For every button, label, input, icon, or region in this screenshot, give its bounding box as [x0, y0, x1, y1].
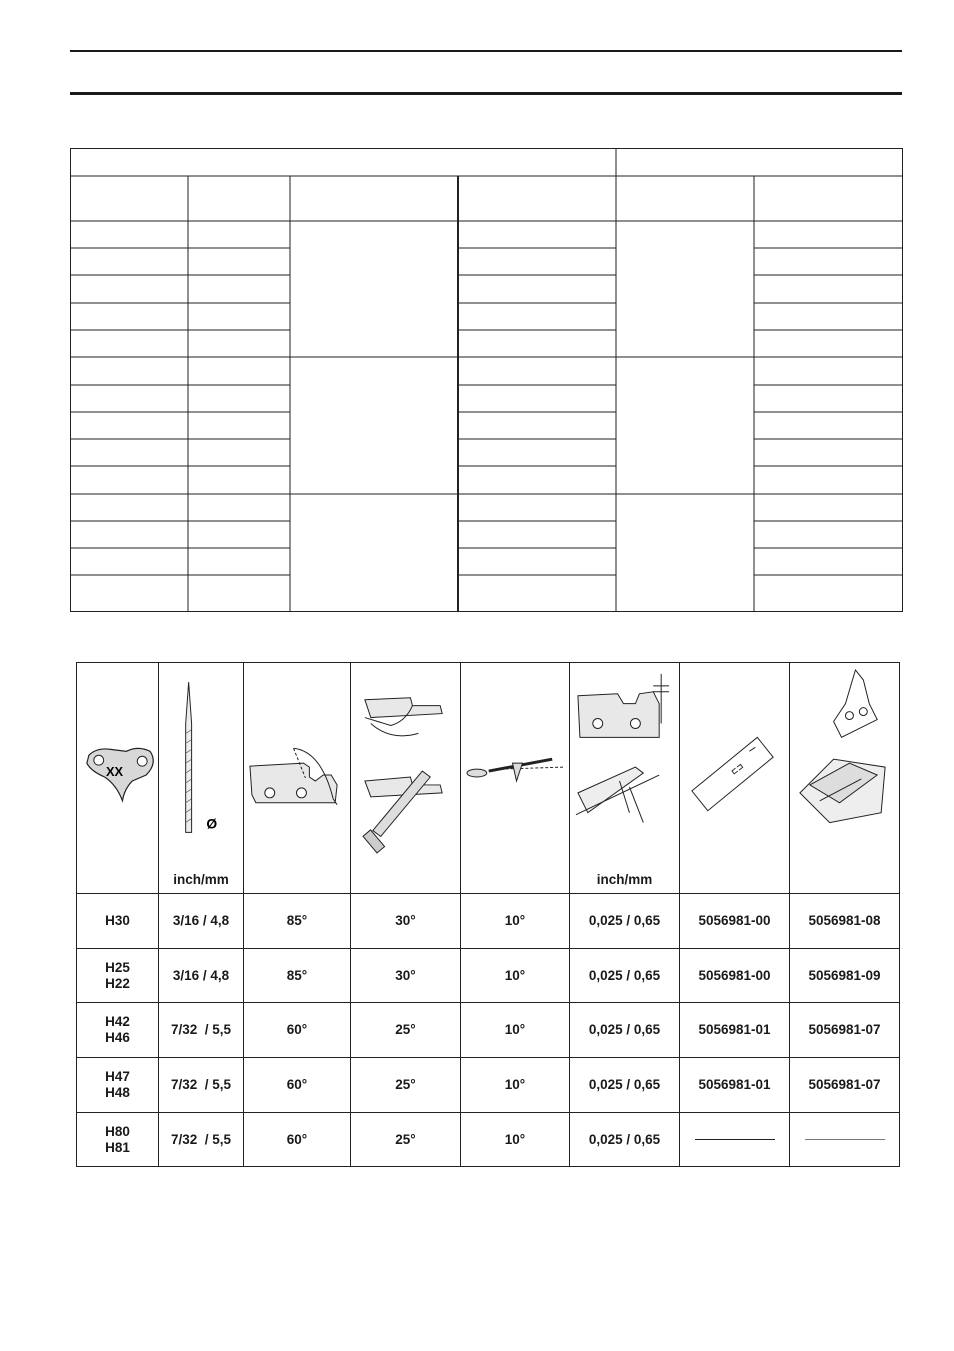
file-diameter-cell — [159, 949, 244, 1003]
depth-tool-part-cell — [790, 1113, 900, 1167]
chain-type-cell — [77, 894, 159, 949]
file-tilt-value: 10° — [504, 967, 526, 983]
chain-type: H25 — [105, 959, 130, 975]
table-row — [77, 949, 900, 1003]
file-holder-angle-cell — [351, 949, 461, 1003]
chain-type: H42 — [105, 1014, 130, 1029]
file-holder-angle-value: 30° — [395, 967, 416, 983]
chain-type: H47 — [105, 1069, 130, 1084]
file-tilt-cell — [461, 1113, 570, 1167]
table-row — [77, 1113, 900, 1167]
depth-gauge-tool-cell — [790, 663, 900, 894]
file-diameter-cell — [159, 1003, 244, 1058]
table-row — [77, 894, 900, 949]
chain-type-cell — [77, 1003, 159, 1058]
top-plate-angle-cell — [244, 1113, 351, 1167]
svg-text:⊏⊐: ⊏⊐ — [729, 761, 746, 777]
header-rule-top — [70, 50, 902, 52]
diameter-symbol: Ø — [206, 815, 218, 832]
depth-gauge-cell — [570, 1058, 680, 1113]
file-holder-angle-value: 25° — [395, 1022, 416, 1037]
top-plate-angle-cell — [244, 949, 351, 1003]
file-tilt-cell — [461, 949, 570, 1003]
file-tilt-cell — [461, 894, 570, 949]
file-tilt-value: 10° — [504, 1077, 526, 1092]
file-tilt-value: 10° — [504, 1022, 526, 1037]
chain-type-cell — [77, 949, 159, 1003]
file-diameter-value: 7/32 / 5,5 — [170, 1022, 232, 1037]
file-holder-angle-cell — [351, 894, 461, 949]
illustration-row — [77, 663, 900, 894]
file-gauge-cell — [680, 663, 790, 894]
sharpening-table — [76, 662, 900, 1167]
top-plate-angle-value: 85° — [286, 967, 308, 983]
depth-gauge-cell — [570, 949, 680, 1003]
depth-gauge-cell — [570, 1113, 680, 1167]
file-holder-angle-icon — [351, 663, 460, 893]
file-holder-angle-cell — [351, 1058, 461, 1113]
depth-gauge-tool-icon — [790, 663, 899, 893]
upper-spec-grid — [70, 148, 903, 612]
file-holder-angle-cell — [351, 1113, 461, 1167]
depth-tool-part-value: 5056981-07 — [808, 1077, 881, 1092]
top-plate-angle-value: 60° — [286, 1022, 308, 1037]
depth-tool-part-value: 5056981-08 — [808, 913, 881, 928]
file-diameter-value: 3/16 / 4,8 — [172, 913, 230, 928]
depth-gauge-value: 0,025 / 0,65 — [588, 1131, 661, 1147]
file-gauge-part-cell — [680, 1113, 790, 1167]
chain-type: H48 — [105, 1085, 130, 1100]
file-gauge-part-cell — [680, 894, 790, 949]
file-tilt-value: 10° — [504, 913, 526, 928]
top-plate-angle-cell — [244, 663, 351, 894]
chain-type-cell — [77, 1058, 159, 1113]
depth-gauge-cell — [570, 663, 680, 894]
file-diameter-value: 7/32 / 5,5 — [170, 1131, 232, 1147]
file-diameter-cell — [159, 1113, 244, 1167]
upper-grid-lines — [70, 148, 903, 612]
file-holder-angle-cell — [351, 663, 461, 894]
file-holder-angle-value: 25° — [395, 1131, 416, 1147]
file-tilt-cell — [461, 1058, 570, 1113]
depth-tool-part-cell — [790, 1003, 900, 1058]
depth-gauge-value: 0,025 / 0,65 — [588, 913, 661, 928]
chain-type: H22 — [105, 975, 130, 991]
depth-unit-label: inch/mm — [596, 872, 653, 887]
file-diameter-value: 3/16 / 4,8 — [172, 967, 230, 983]
cutter-mark-label: XX — [105, 764, 124, 780]
file-holder-angle-value: 25° — [395, 1077, 416, 1092]
top-plate-angle-cell — [244, 1003, 351, 1058]
top-plate-angle-value: 85° — [286, 913, 308, 928]
file-tilt-cell — [461, 1003, 570, 1058]
not-available-dash — [805, 1139, 885, 1140]
file-gauge-icon — [680, 663, 789, 893]
file-holder-angle-value: 30° — [395, 913, 416, 928]
file-diameter-value: 7/32 / 5,5 — [170, 1077, 232, 1092]
file-gauge-part-value: 5056981-01 — [698, 1022, 771, 1037]
depth-gauge-value: 0,025 / 0,65 — [588, 967, 661, 983]
file-gauge-part-cell — [680, 949, 790, 1003]
depth-tool-part-cell — [790, 894, 900, 949]
file-diameter-cell — [159, 1058, 244, 1113]
chain-type-cell — [77, 1113, 159, 1167]
depth-gauge-icon — [570, 663, 679, 893]
depth-tool-part-value: 5056981-09 — [808, 967, 881, 983]
file-diameter-cell — [159, 663, 244, 894]
file-tilt-value: 10° — [504, 1131, 526, 1147]
top-plate-angle-icon — [244, 663, 350, 893]
table-row — [77, 1003, 900, 1058]
not-available-dash — [695, 1139, 775, 1140]
file-gauge-part-cell — [680, 1058, 790, 1113]
header-rule-bottom — [70, 92, 902, 95]
top-plate-angle-cell — [244, 894, 351, 949]
file-unit-label: inch/mm — [173, 872, 229, 887]
top-plate-angle-value: 60° — [286, 1131, 308, 1147]
depth-tool-part-value: 5056981-07 — [808, 1022, 881, 1037]
depth-gauge-value: 0,025 / 0,65 — [588, 1077, 661, 1092]
table-row — [77, 1058, 900, 1113]
chain-type: H46 — [105, 1030, 130, 1045]
file-gauge-part-cell — [680, 1003, 790, 1058]
file-diameter-cell — [159, 894, 244, 949]
top-plate-angle-cell — [244, 1058, 351, 1113]
depth-gauge-cell — [570, 1003, 680, 1058]
round-file-icon — [159, 663, 243, 893]
top-plate-angle-value: 60° — [286, 1077, 308, 1092]
chain-type: H30 — [105, 913, 130, 928]
depth-tool-part-cell — [790, 1058, 900, 1113]
chain-type: H80 — [105, 1123, 130, 1139]
file-holder-angle-cell — [351, 1003, 461, 1058]
file-gauge-part-value: 5056981-01 — [698, 1077, 771, 1092]
cutter-link-cell — [77, 663, 159, 894]
depth-gauge-cell — [570, 894, 680, 949]
file-gauge-part-value: 5056981-00 — [698, 913, 771, 928]
depth-tool-part-cell — [790, 949, 900, 1003]
chain-type: H81 — [105, 1139, 130, 1155]
depth-gauge-value: 0,025 / 0,65 — [588, 1022, 661, 1037]
file-tilt-icon — [461, 663, 569, 893]
file-tilt-cell — [461, 663, 570, 894]
cutter-link-icon — [77, 663, 158, 893]
file-gauge-part-value: 5056981-00 — [698, 967, 771, 983]
